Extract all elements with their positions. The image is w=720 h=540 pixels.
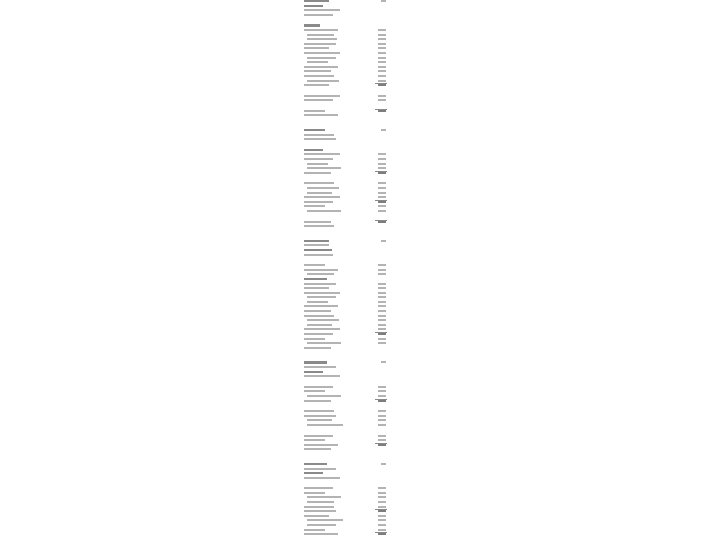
statement-line-item <box>303 99 387 102</box>
line-amount <box>378 515 386 517</box>
statement-line-item <box>303 338 387 341</box>
statement-line-item <box>303 287 387 290</box>
statement-heading-line <box>303 5 387 8</box>
line-amount <box>378 163 386 165</box>
line-label <box>304 138 336 140</box>
line-amount <box>378 301 386 303</box>
line-label <box>304 221 331 223</box>
line-label <box>304 52 340 54</box>
statement-note-line <box>303 448 387 451</box>
line-label <box>304 439 325 441</box>
line-label <box>307 342 341 344</box>
statement-note-line <box>303 244 387 247</box>
line-label <box>304 515 329 517</box>
statement-note-line <box>303 138 387 141</box>
line-label <box>307 192 332 194</box>
line-amount <box>378 292 386 294</box>
line-amount <box>378 172 386 174</box>
line-amount <box>378 487 386 489</box>
statement-line-item <box>303 283 387 286</box>
statement-line-item <box>303 415 387 418</box>
line-label <box>304 43 336 45</box>
section-spacer <box>303 230 387 240</box>
statement-line-item <box>303 57 387 60</box>
statement-line-item <box>303 29 387 32</box>
section-spacer <box>303 119 387 129</box>
statement-note-line <box>303 9 387 12</box>
statement-total-line <box>303 510 387 513</box>
line-label <box>304 533 338 535</box>
line-label <box>304 333 333 335</box>
statement-heading-line <box>303 361 387 364</box>
statement-line-item <box>303 492 387 495</box>
line-amount <box>378 210 386 212</box>
line-amount <box>378 415 386 417</box>
line-amount <box>378 38 386 40</box>
line-amount <box>378 273 386 275</box>
line-amount <box>378 328 386 330</box>
line-label <box>304 347 331 349</box>
line-amount <box>378 205 386 207</box>
line-amount <box>378 167 386 169</box>
line-amount <box>378 66 386 68</box>
line-amount <box>381 463 386 465</box>
line-amount <box>378 424 386 426</box>
statement-line-item <box>303 342 387 345</box>
line-amount <box>378 221 386 223</box>
statement-line-item <box>303 269 387 272</box>
line-label <box>304 328 340 330</box>
financial-statements-document <box>303 0 387 540</box>
line-amount <box>378 201 386 203</box>
line-label <box>307 167 341 169</box>
statement-total-line <box>303 533 387 536</box>
line-label <box>304 244 329 246</box>
line-label <box>304 287 329 289</box>
statement-line-item <box>303 158 387 161</box>
line-label <box>304 472 323 474</box>
line-label <box>304 444 338 446</box>
line-amount <box>378 52 386 54</box>
statement-line-item <box>303 529 387 532</box>
line-label <box>304 114 338 116</box>
statement-line-item <box>303 390 387 393</box>
line-label <box>307 395 341 397</box>
section-spacer <box>303 351 387 361</box>
line-label <box>307 419 332 421</box>
line-amount <box>378 296 386 298</box>
statement-line-item <box>303 167 387 170</box>
line-amount <box>378 84 386 86</box>
statement-line-item <box>303 187 387 190</box>
statement-heading-line <box>303 249 387 252</box>
statement-line-item <box>303 75 387 78</box>
line-label <box>304 66 338 68</box>
line-label <box>304 84 329 86</box>
statement-heading-line <box>303 472 387 475</box>
line-label <box>304 477 340 479</box>
line-amount <box>378 70 386 72</box>
statement-line-item <box>303 80 387 83</box>
statement-line-item <box>303 192 387 195</box>
line-label <box>304 196 340 198</box>
line-label <box>304 264 325 266</box>
line-label <box>304 153 340 155</box>
line-label <box>307 496 341 498</box>
line-amount <box>378 57 386 59</box>
statement-note-line <box>303 347 387 350</box>
statement-note-line <box>303 14 387 17</box>
statement-line-item <box>303 264 387 267</box>
line-amount <box>378 524 386 526</box>
statement-line-item <box>303 435 387 438</box>
line-label <box>304 201 333 203</box>
statement-line-item <box>303 47 387 50</box>
line-label <box>304 29 338 31</box>
statement-note-line <box>303 254 387 257</box>
line-amount <box>378 182 386 184</box>
line-amount <box>378 395 386 397</box>
line-label <box>307 210 341 212</box>
line-label <box>304 95 340 97</box>
statement-line-item <box>303 395 387 398</box>
line-amount <box>378 333 386 335</box>
line-amount <box>378 43 386 45</box>
statement-line-item <box>303 153 387 156</box>
line-amount <box>378 110 386 112</box>
line-label <box>304 110 325 112</box>
line-label <box>307 163 328 165</box>
line-amount <box>378 158 386 160</box>
statement-total-line <box>303 201 387 204</box>
statement-line-item <box>303 496 387 499</box>
line-amount <box>378 287 386 289</box>
line-label <box>307 80 339 82</box>
line-label <box>307 524 336 526</box>
statement-line-item <box>303 310 387 313</box>
statement-heading-line <box>303 24 387 27</box>
statement-line-item <box>303 34 387 37</box>
statement-note-line <box>303 477 387 480</box>
statement-heading-line <box>303 149 387 152</box>
line-amount <box>378 319 386 321</box>
line-amount <box>378 390 386 392</box>
statement-line-item <box>303 524 387 527</box>
statement-note-line <box>303 375 387 378</box>
statement-line-item <box>303 66 387 69</box>
statement-note-line <box>303 134 387 137</box>
line-amount <box>381 240 386 242</box>
statement-line-item <box>303 315 387 318</box>
line-amount <box>378 435 386 437</box>
line-label <box>304 487 333 489</box>
line-label <box>307 424 343 426</box>
line-amount <box>378 187 386 189</box>
statement-line-item <box>303 419 387 422</box>
statement-heading-line <box>303 278 387 281</box>
line-amount <box>378 400 386 402</box>
line-label <box>304 205 325 207</box>
line-amount <box>378 80 386 82</box>
statement-line-item <box>303 205 387 208</box>
line-label <box>304 371 323 373</box>
line-amount <box>378 269 386 271</box>
line-label <box>304 225 334 227</box>
line-amount <box>378 410 386 412</box>
line-label <box>307 34 334 36</box>
statement-line-item <box>303 328 387 331</box>
statement-line-item <box>303 319 387 322</box>
line-amount <box>378 496 386 498</box>
line-label <box>304 390 325 392</box>
line-label <box>304 75 334 77</box>
line-label <box>304 149 323 151</box>
line-label <box>307 38 337 40</box>
statement-heading-line <box>303 0 387 3</box>
line-amount <box>378 386 386 388</box>
statement-line-item <box>303 305 387 308</box>
statement-line-item <box>303 273 387 276</box>
line-amount <box>378 283 386 285</box>
line-label <box>304 310 331 312</box>
statement-line-item <box>303 210 387 213</box>
line-amount <box>378 492 386 494</box>
line-amount <box>378 510 386 512</box>
line-amount <box>378 47 386 49</box>
line-label <box>304 9 340 11</box>
line-amount <box>378 305 386 307</box>
line-amount <box>378 264 386 266</box>
line-label <box>304 278 327 280</box>
line-amount <box>378 310 386 312</box>
statement-line-item <box>303 38 387 41</box>
line-label <box>307 501 334 503</box>
statement-note-line <box>303 114 387 117</box>
line-label <box>304 468 336 470</box>
line-label <box>304 375 340 377</box>
line-amount <box>378 501 386 503</box>
line-label <box>307 301 328 303</box>
statement-heading-line <box>303 129 387 132</box>
section-spacer <box>303 453 387 463</box>
statement-total-line <box>303 84 387 87</box>
line-label <box>304 24 320 26</box>
line-label <box>304 283 336 285</box>
statement-total-line <box>303 221 387 224</box>
statement-total-line <box>303 172 387 175</box>
line-amount <box>378 444 386 446</box>
line-amount <box>378 315 386 317</box>
line-label <box>307 61 328 63</box>
line-label <box>304 70 331 72</box>
line-label <box>307 319 339 321</box>
line-amount <box>378 95 386 97</box>
line-amount <box>378 75 386 77</box>
statement-line-item <box>303 506 387 509</box>
statement-line-item <box>303 70 387 73</box>
statement-line-item <box>303 439 387 442</box>
statement-note-line <box>303 468 387 471</box>
line-label <box>304 292 340 294</box>
line-label <box>304 14 333 16</box>
statement-line-item <box>303 163 387 166</box>
line-label <box>304 492 325 494</box>
statement-heading-line <box>303 240 387 243</box>
statement-line-item <box>303 519 387 522</box>
line-label <box>304 315 334 317</box>
line-label <box>304 386 333 388</box>
line-amount <box>378 29 386 31</box>
line-label <box>304 182 334 184</box>
line-label <box>304 361 327 363</box>
statement-line-item <box>303 43 387 46</box>
statement-line-item <box>303 196 387 199</box>
line-label <box>304 448 331 450</box>
line-label <box>304 463 327 465</box>
statement-line-item <box>303 61 387 64</box>
line-amount <box>378 533 386 535</box>
line-label <box>304 305 338 307</box>
line-amount <box>378 419 386 421</box>
line-label <box>304 400 331 402</box>
line-amount <box>378 529 386 531</box>
statement-heading-line <box>303 371 387 374</box>
statement-line-item <box>303 424 387 427</box>
line-label <box>304 249 332 251</box>
statement-line-item <box>303 52 387 55</box>
line-label <box>304 172 331 174</box>
line-amount <box>381 361 386 363</box>
line-label <box>304 254 333 256</box>
statement-note-line <box>303 225 387 228</box>
statement-line-item <box>303 95 387 98</box>
line-amount <box>378 99 386 101</box>
line-amount <box>378 506 386 508</box>
line-label <box>307 519 343 521</box>
statement-section <box>303 0 387 117</box>
line-label <box>304 99 333 101</box>
statement-line-item <box>303 296 387 299</box>
line-amount <box>378 338 386 340</box>
statement-total-line <box>303 333 387 336</box>
line-label <box>307 296 336 298</box>
line-label <box>307 187 339 189</box>
line-amount <box>378 61 386 63</box>
line-label <box>307 57 336 59</box>
line-label <box>304 366 336 368</box>
line-amount <box>378 196 386 198</box>
statement-note-line <box>303 366 387 369</box>
statement-total-line <box>303 444 387 447</box>
line-label <box>304 240 329 242</box>
line-label <box>304 435 333 437</box>
statement-heading-line <box>303 463 387 466</box>
statement-line-item <box>303 386 387 389</box>
statement-section <box>303 240 387 350</box>
statement-line-item <box>303 501 387 504</box>
line-label <box>304 410 334 412</box>
line-label <box>304 506 334 508</box>
line-amount <box>378 324 386 326</box>
line-label <box>304 529 325 531</box>
statement-line-item <box>303 487 387 490</box>
statement-line-item <box>303 410 387 413</box>
line-label <box>304 415 336 417</box>
statement-line-item <box>303 515 387 518</box>
line-label <box>304 5 323 7</box>
statement-total-line <box>303 110 387 113</box>
statement-section <box>303 129 387 228</box>
statement-section <box>303 361 387 451</box>
line-label <box>304 269 338 271</box>
line-amount <box>378 153 386 155</box>
statement-line-item <box>303 324 387 327</box>
line-label <box>307 273 334 275</box>
statement-total-line <box>303 400 387 403</box>
line-label <box>304 158 333 160</box>
line-amount <box>378 342 386 344</box>
line-amount <box>378 519 386 521</box>
line-label <box>304 47 329 49</box>
line-amount <box>381 129 386 131</box>
line-amount <box>378 34 386 36</box>
statement-section <box>303 463 387 540</box>
statement-line-item <box>303 301 387 304</box>
line-label <box>304 510 336 512</box>
line-label <box>307 324 332 326</box>
line-label <box>304 129 325 131</box>
line-amount <box>378 192 386 194</box>
line-amount <box>378 439 386 441</box>
line-label <box>304 0 329 2</box>
line-label <box>304 338 325 340</box>
line-amount <box>381 0 386 2</box>
statement-line-item <box>303 292 387 295</box>
line-label <box>304 134 334 136</box>
statement-line-item <box>303 182 387 185</box>
